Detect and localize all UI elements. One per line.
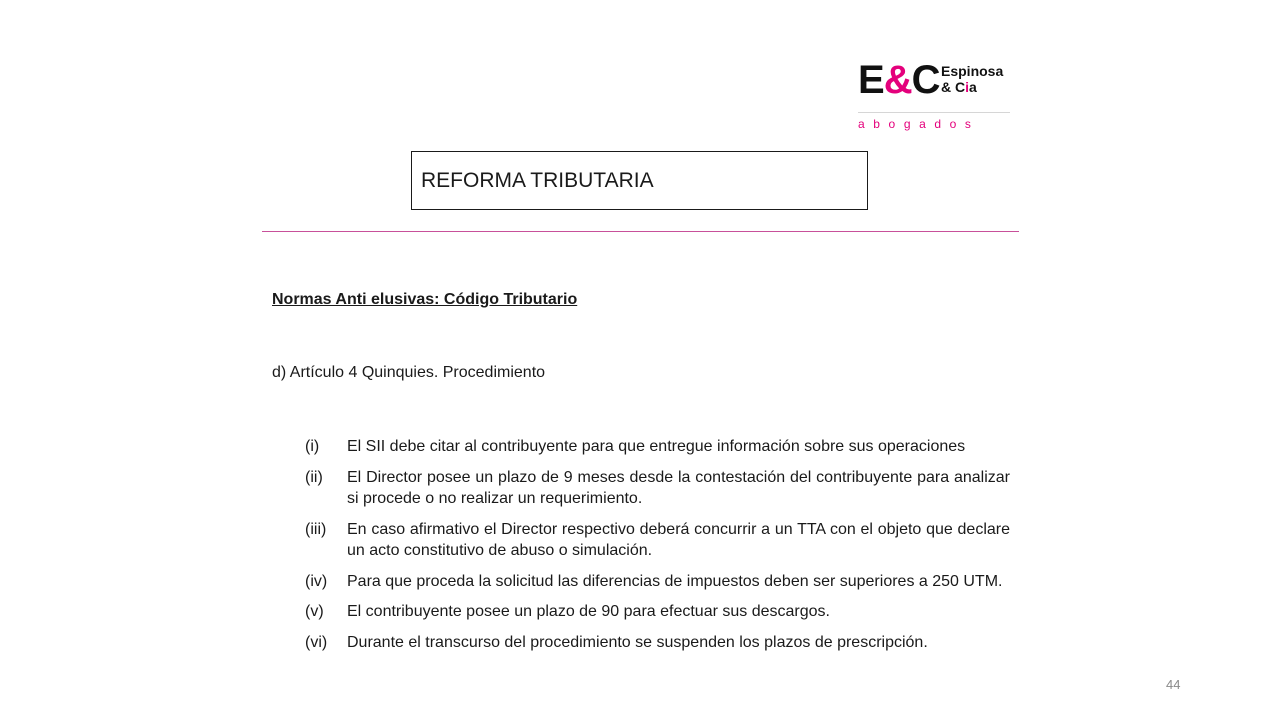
- list-item-text: En caso afirmativo el Director respectivo deberá concurrir a un TTA con el objeto que declare un acto constitutivo de abuso o simulación.: [347, 520, 1010, 559]
- list-item-marker: (v): [305, 603, 324, 620]
- logo-firm-name: [941, 63, 1003, 95]
- list-item-marker: (ii): [305, 468, 323, 486]
- list-item: [305, 571, 1010, 593]
- logo-mark: [858, 60, 939, 100]
- list-item-marker: (i): [305, 438, 320, 455]
- logo-mark-c: C: [911, 58, 940, 102]
- logo-firm-name-line1: Espinosa: [941, 63, 1004, 79]
- title-box: [411, 151, 868, 210]
- logo-firm-name-line2-part1: & C: [941, 79, 966, 95]
- list-item-marker: (iii): [305, 520, 327, 538]
- list-item-marker: (iv): [305, 572, 328, 590]
- list-item: [305, 467, 1010, 510]
- page-title: REFORMA TRIBUTARIA: [421, 169, 654, 192]
- list-item: [305, 436, 1010, 458]
- logo-firm-name-line2-part3: a: [969, 79, 977, 95]
- list-item-marker: (vi): [305, 633, 328, 651]
- logo-firm-name-line2: [941, 79, 1003, 95]
- page-number: 44: [1166, 677, 1181, 692]
- list-item-text: El SII debe citar al contribuyente para que entregue información sobre sus operaciones: [347, 438, 966, 455]
- list-item: [305, 519, 1010, 562]
- list-item: [305, 632, 1010, 654]
- logo-firm-name-line2-accent: i: [965, 79, 970, 95]
- section-heading: Normas Anti elusivas: Código Tributario: [272, 291, 578, 308]
- logo-tagline: abogados: [858, 117, 980, 131]
- procedure-list: [305, 436, 1010, 662]
- company-logo: [858, 60, 1010, 134]
- list-item-text: Para que proceda la solicitud las diferencias de impuestos deben ser superiores a 250 UTM.: [347, 572, 1003, 590]
- logo-mark-e: E: [858, 58, 884, 102]
- logo-rule: [858, 112, 1010, 113]
- list-item-text: El Director posee un plazo de 9 meses desde la contestación del contribuyente para analizar si procede o no realizar un requerimiento.: [347, 468, 1010, 507]
- list-item: [305, 601, 1010, 623]
- logo-mark-ampersand: &: [883, 58, 912, 102]
- article-heading: d) Artículo 4 Quinquies. Procedimiento: [272, 364, 546, 381]
- list-item-text: El contribuyente posee un plazo de 90 para efectuar sus descargos.: [347, 603, 830, 620]
- header-divider: [262, 231, 1019, 232]
- list-item-text: Durante el transcurso del procedimiento se suspenden los plazos de prescripción.: [347, 633, 928, 651]
